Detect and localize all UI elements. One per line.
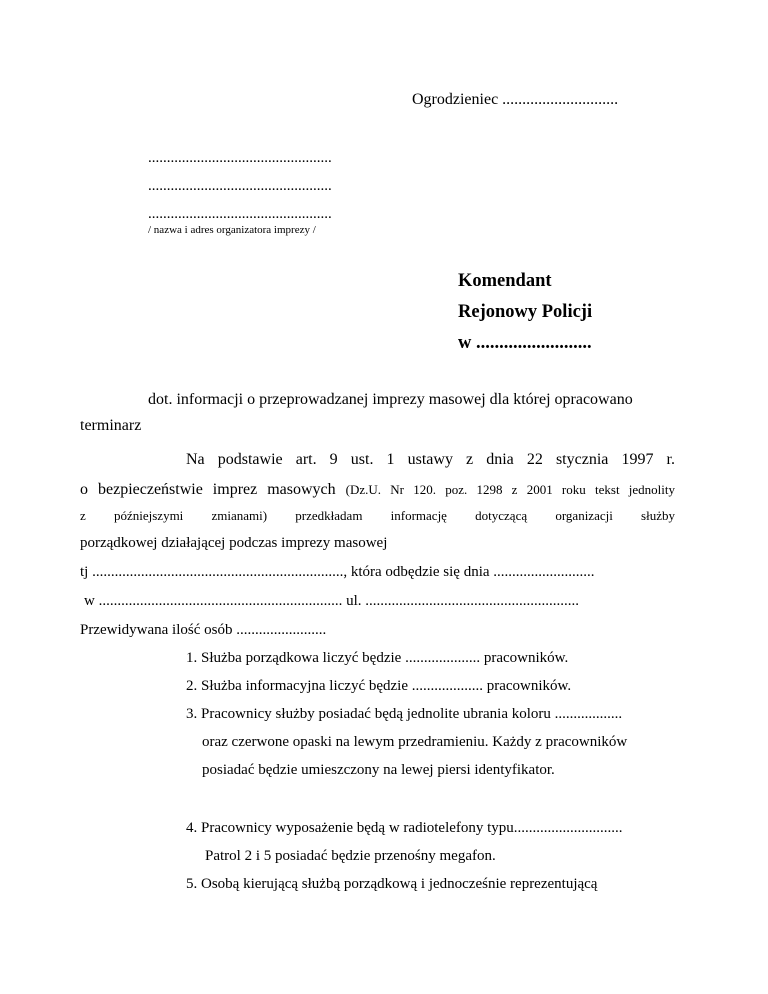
city-date-line: Ogrodzieniec ............................. xyxy=(412,91,619,108)
list-item-3-line-1: 3. Pracownicy służby posiadać będą jednolite ubrania koloru .................. xyxy=(186,706,623,722)
organizer-line-2: ................................................. xyxy=(148,178,332,194)
expected-attendance-line: Przewidywana ilość osób ........................ xyxy=(80,622,327,638)
organizer-line-1: ................................................. xyxy=(148,150,332,166)
addressee-line-3: w ......................... xyxy=(458,333,592,353)
list-item-2: 2. Służba informacyjna liczyć będzie ................... pracowników. xyxy=(186,678,572,694)
addressee-line-1: Komendant xyxy=(458,271,552,291)
paragraph-line-1: Na podstawie art. 9 ust. 1 ustawy z dnia 22 stycznia 1997 r. xyxy=(186,451,675,468)
paragraph-line-3: z późniejszymi zmianami) przedkładam informację dotyczącą organizacji służby xyxy=(80,508,675,523)
law-title: o bezpieczeństwie imprez masowych xyxy=(80,481,336,498)
subject-line-2: terminarz xyxy=(80,417,142,434)
organizer-line-3: ................................................. xyxy=(148,206,332,222)
addressee-line-2: Rejonowy Policji xyxy=(458,302,593,322)
subject-line-1: dot. informacji o przeprowadzanej imprezy masowej dla której opracowano xyxy=(148,391,633,408)
list-item-5-line-1: 5. Osobą kierującą służbą porządkową i jednocześnie reprezentującą xyxy=(186,876,598,892)
list-item-4-line-2: Patrol 2 i 5 posiadać będzie przenośny megafon. xyxy=(205,848,496,864)
list-item-3-line-2: oraz czerwone opaski na lewym przedramieniu. Każdy z pracowników xyxy=(202,734,628,750)
law-reference: (Dz.U. Nr 120. poz. 1298 z 2001 roku tekst jednolity xyxy=(345,482,676,497)
paragraph-line-2 xyxy=(80,481,675,499)
list-item-1: 1. Służba porządkowa liczyć będzie .................... pracowników. xyxy=(186,650,569,666)
list-item-3-line-3: posiadać będzie umieszczony na lewej piersi identyfikator. xyxy=(202,762,555,778)
event-location-line: w ................................................................. ul. ......................................................... xyxy=(84,593,579,609)
event-name-date-line: tj ..................................................................., która odbędzie się dnia ........................... xyxy=(80,564,595,580)
list-item-4-line-1: 4. Pracownicy wyposażenie będą w radiotelefony typu............................. xyxy=(186,820,623,836)
paragraph-line-4: porządkowej działającej podczas imprezy masowej xyxy=(80,535,388,551)
organizer-caption: / nazwa i adres organizatora imprezy / xyxy=(148,224,316,236)
